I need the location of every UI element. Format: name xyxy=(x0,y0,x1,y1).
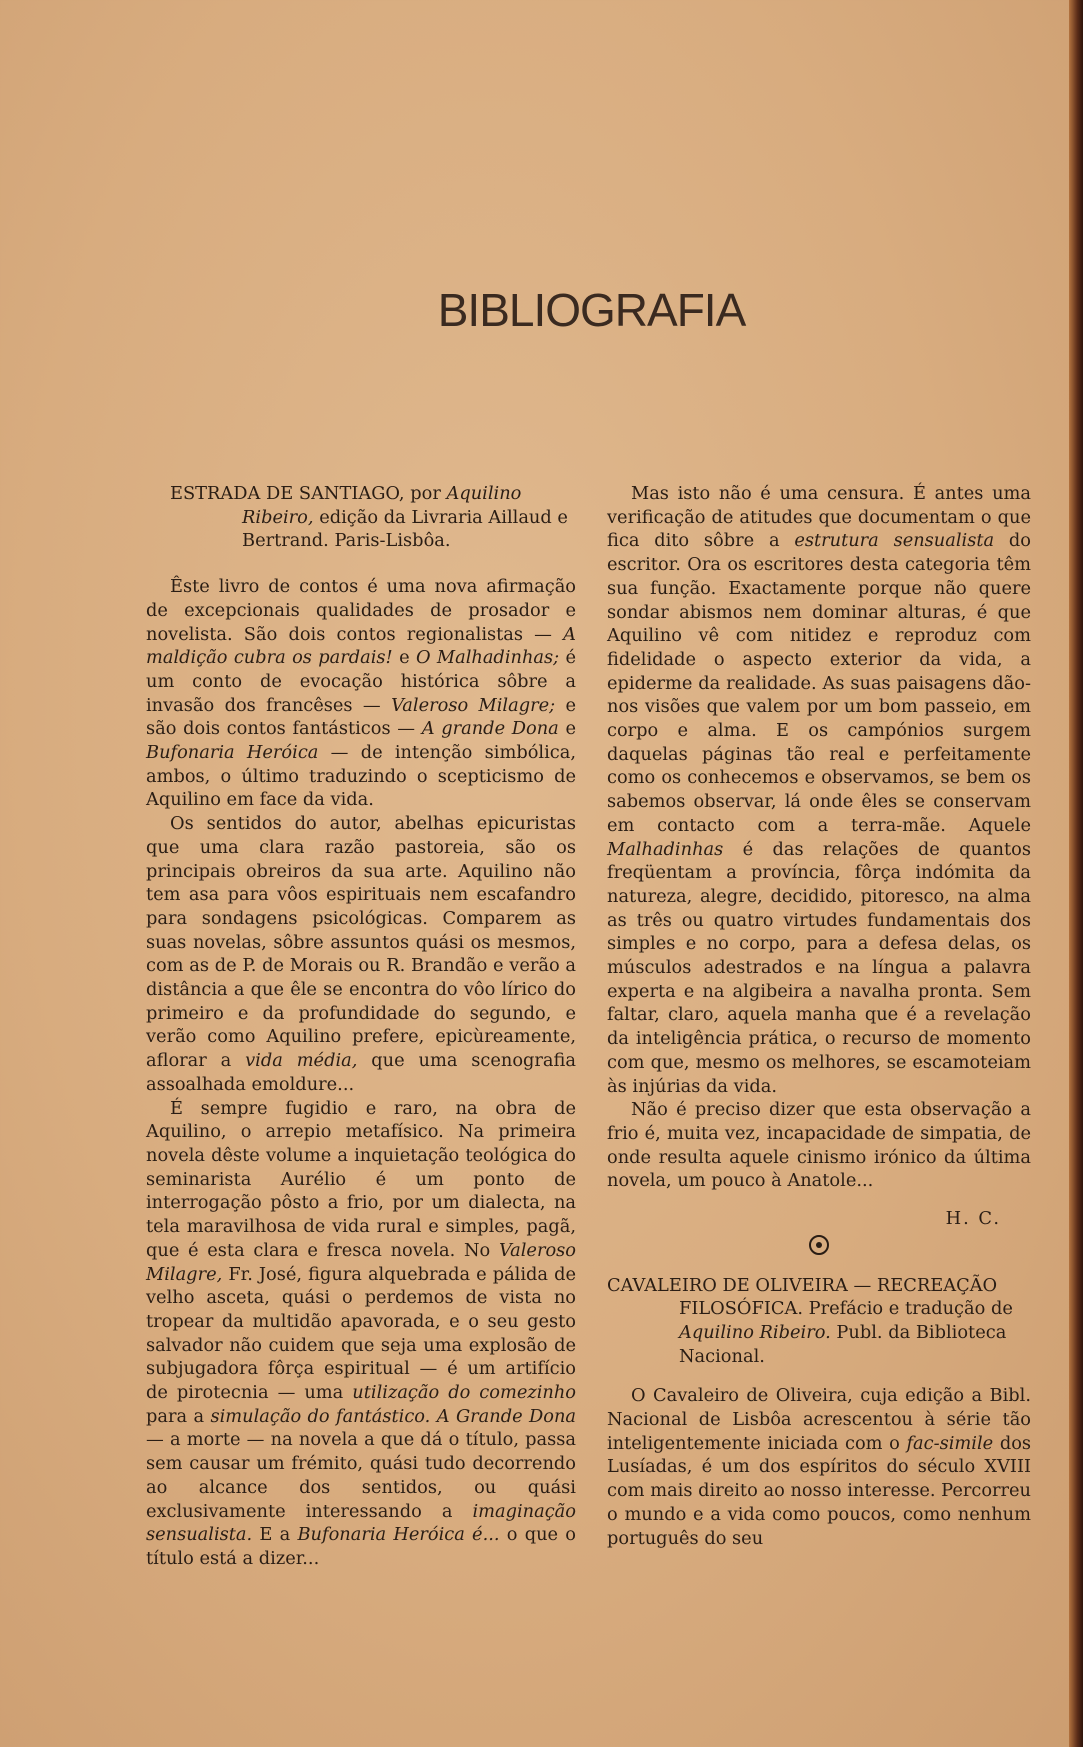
review-paragraph: É sempre fugidio e raro, na obra de Aquilino, o arrepio metafísico. Na primeira novela dêste volume a inquietação teológica do seminarista Aurélio é um ponto de interrogação pôsto a frio, por um dialecta, na tela maravilhosa de vida rural e simples, pagã, que é esta clara e fresca novela. No Valeroso Milagre, Fr. José, figura alquebrada e pálida de velho asceta, quási o perdemos de vista no tropear da multidão apavorada, e o seu gesto salvador não cuidem que seja uma explosão de subjugadora fôrça espiritual — é um artifício de pirotecnia — uma utilização do comezinho para a simulação do fantástico. A Grande Dona — a morte — na novela a que dá o título, passa sem causar um frémito, quási tudo decorrendo ao alcance dos sentidos, ou quási exclusivamente interessando a imaginação sensualista. E a Bufonaria Heróica é... o que o título está a dizer... xyxy=(146,1097,577,1569)
review-initials: H. C. xyxy=(945,1208,1001,1230)
page-title: BIBLIOGRAFIA xyxy=(437,284,746,336)
review-heading xyxy=(146,482,576,553)
review-paragraph: Mas isto não é uma censura. É antes uma verificação de atitudes que documentam o que fica dito sôbre a estrutura sensualista do escritor. Ora os escritores desta categoria têm sua função. Exactamente porque não quere sondar abismos nem dominar alturas, é que Aquilino vê com nitidez e reproduz com fidelidade o aspecto exterior da vida, a epiderme da realidade. As suas paisagens dão-nos visões que valem por um bom passeio, em corpo e alma. E os campónios surgem daquelas páginas tão real e perfeitamente como os conhecemos e observamos, se bem os sabemos observar, lá onde êles se conservam em contacto com a terra-mãe. Aquele Malhadinhas é das relações de quantos freqüentam a província, fôrça indómita da natureza, alegre, decidido, pitoresco, na alma as três ou quatro virtudes fundamentais dos simples e no corpo, para a defesa delas, os músculos adestrados e na língua a palavra experta e na algibeira a navalha pronta. Sem faltar, claro, aquela manha que é a revelação da inteligência prática, o recurso de momento com que, mesmo os melhores, se escamoteiam às injúrias da vida. xyxy=(607,483,1031,1097)
review-heading-publisher: edição da Livraria Aillaud e Bertrand. Paris-Lisbôa. xyxy=(242,506,568,552)
review-paragraph: O Cavaleiro de Oliveira, cuja edição a Bibl. Nacional de Lisbôa acrescentou à série tão inteligentemente iniciada com o fac-simile dos Lusíadas, é um dos espíritos do século XVIII com mais direito ao nosso interesse. Percorreu o mundo e a vida como poucos, como nenhum português do seu xyxy=(607,1385,1032,1549)
review-heading-author: Aquilino Ribeiro, xyxy=(242,483,522,528)
left-column xyxy=(146,482,576,1571)
section-separator xyxy=(607,1235,1031,1262)
page-edge-shadow xyxy=(1069,0,1083,1747)
circle-dot-ornament-icon xyxy=(809,1235,829,1255)
review-heading-author: Aquilino Ribeiro. xyxy=(679,1321,831,1343)
review-heading-publisher: Publ. da Biblioteca Nacional. xyxy=(679,1321,1007,1367)
review-heading-title: CAVALEIRO DE OLIVEIRA — RECREAÇÃO FILOSÓFICA. Prefácio e tradução de xyxy=(607,1274,1013,1320)
review-paragraph: Êste livro de contos é uma nova afirmação de excepcionais qualidades de prosador e novelista. São dois contos regionalistas — A maldição cubra os pardais! e O Malhadinhas; é um conto de evocação histórica sôbre a invasão dos francêses — Valeroso Milagre; e são dois contos fantásticos — A grande Dona e Bufonaria Heróica — de intenção simbólica, ambos, o último traduzindo o scepticismo de Aquilino em face da vida. xyxy=(146,576,577,811)
review-heading xyxy=(607,1274,1031,1369)
review-heading-title: ESTRADA DE SANTIAGO, por xyxy=(170,483,441,504)
review-paragraph: Não é preciso dizer que esta observação a frio é, muita vez, incapacidade de simpatia, de onde resulta aquele cinismo irónico da última novela, um pouco à Anatole... xyxy=(607,1099,1031,1192)
review-paragraph: Os sentidos do autor, abelhas epicuristas que uma clara razão pastoreia, são os principais obreiros da sua arte. Aquilino não tem asa para vôos espirituais nem escafandro para sondagens psicológicas. Comparem as suas novelas, sôbre assuntos quási os mesmos, com as de P. de Morais ou R. Brandão e verão a distância a que êle se encontra do vôo lírico do primeiro e da profundidade do segundo, e verão como Aquilino prefere, epicùreamente, aflorar a vida média, que uma scenografia assoalhada emoldure... xyxy=(146,813,576,1095)
right-column xyxy=(607,482,1031,1550)
